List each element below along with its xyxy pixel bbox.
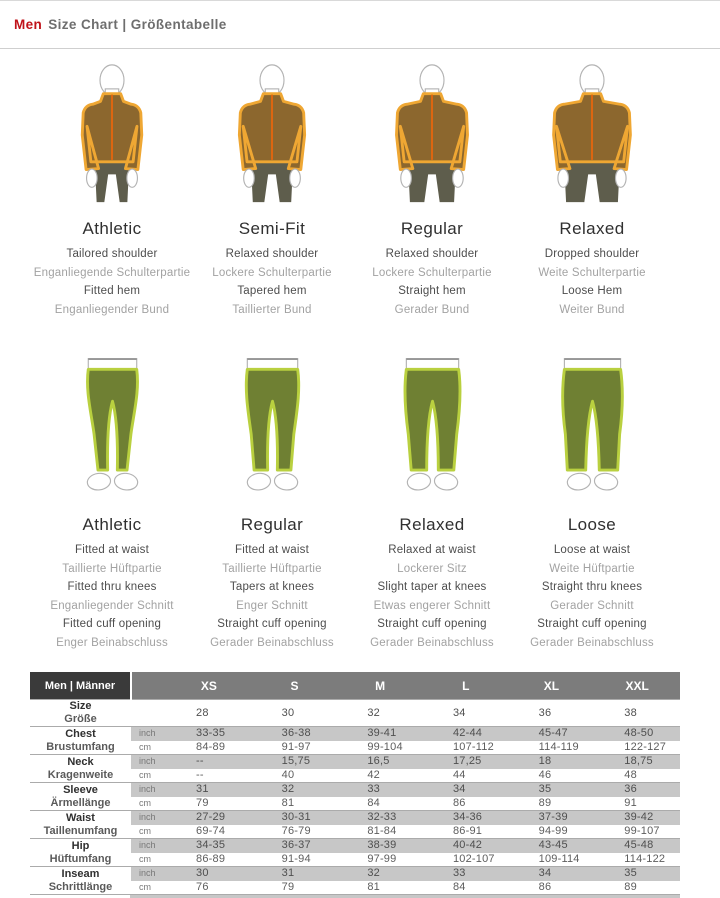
measurement-value: 89 (594, 881, 680, 895)
fit-detail: Weiter Bund (559, 303, 625, 316)
unit-label: inch (131, 783, 166, 797)
fit-card (512, 347, 672, 652)
table-row (30, 727, 680, 741)
fit-detail: Slight taper at knees (377, 581, 487, 593)
size-value: 30 (281, 707, 295, 719)
fit-name: Loose (567, 515, 617, 534)
measurement-value: 114-119 (509, 741, 595, 755)
unit-label: inch (131, 755, 166, 769)
fit-detail: Dropped shoulder (544, 248, 640, 260)
fit-card (32, 347, 192, 652)
fit-detail: Enger Schnitt (236, 599, 308, 612)
measurement-value: 48 (594, 769, 680, 783)
measurement-value: 94-99 (509, 825, 595, 839)
measurement-value: 42 (337, 769, 423, 783)
fit-detail: Gerader Beinabschluss (370, 636, 494, 649)
measurement-value: 86-91 (423, 825, 509, 839)
measurement-value: 81 (252, 797, 338, 811)
measurement-value: 46 (509, 769, 595, 783)
fit-detail: Gerader Schnitt (550, 599, 634, 612)
fit-detail: Gerader Bund (394, 303, 470, 316)
fit-detail: Loose Hem (561, 285, 623, 297)
measurement-value: 34 (509, 867, 595, 881)
fit-detail: Straight thru knees (541, 581, 643, 593)
fit-card (192, 62, 352, 319)
measurement-value: 109-114 (509, 853, 595, 867)
jacket-figure (512, 62, 672, 211)
measurement-value: 35 (594, 867, 680, 881)
measurement-value: 84 (423, 881, 509, 895)
row-label: Chest Brustumfang (30, 727, 131, 755)
pants-fits-row (0, 319, 720, 652)
fit-detail: Taillierte Hüftpartie (62, 562, 162, 575)
jacket-figure (192, 62, 352, 211)
measurement-value: 39-42 (594, 811, 680, 825)
size-value: 28 (196, 707, 209, 719)
measurement-value: 86 (423, 797, 509, 811)
row-label: Size Größe (30, 700, 131, 727)
fit-name: Relaxed (399, 515, 465, 534)
measurement-value: 33-35 (166, 727, 252, 741)
measurement-value: 37-39 (509, 811, 595, 825)
row-label: Inseam Schrittlänge (30, 867, 131, 895)
fit-card (352, 62, 512, 319)
measurement-value: 91 (594, 797, 680, 811)
fit-detail: Enganliegender Schnitt (50, 599, 174, 612)
measurement-value: 81 (337, 881, 423, 895)
row-label: Hip Hüftumfang (30, 839, 131, 867)
unit-label: cm (131, 853, 166, 867)
fit-detail: Taillierter Bund (232, 303, 312, 316)
fit-detail: Lockere Schulterpartie (212, 266, 332, 279)
table-row (30, 783, 680, 797)
measurement-value: 30 (166, 867, 252, 881)
unit-label: cm (131, 881, 166, 895)
row-label: Sleeve Ärmellänge (30, 783, 131, 811)
page-title: Size Chart | Größentabelle (48, 17, 227, 32)
measurement-value: 86-89 (166, 853, 252, 867)
measurement-value: 15,75 (252, 755, 338, 769)
fit-detail: Enganliegende Schulterpartie (33, 266, 191, 279)
fit-name: Regular (240, 515, 304, 534)
unit-label: cm (131, 797, 166, 811)
fit-detail: Gerader Beinabschluss (530, 636, 654, 649)
measurement-value: 79 (252, 881, 338, 895)
table-row (30, 700, 680, 727)
measurement-value: 34 (423, 783, 509, 797)
size-value: 34 (452, 707, 466, 719)
fit-name: Regular (400, 219, 464, 238)
fit-detail: Gerader Beinabschluss (210, 636, 334, 649)
measurement-value: 86 (509, 881, 595, 895)
measurement-value: -- (166, 769, 252, 783)
measurement-value: 36 (594, 783, 680, 797)
fit-card (32, 62, 192, 319)
pants-figure (352, 347, 512, 507)
row-label: Neck Kragenweite (30, 755, 131, 783)
measurement-value: -- (166, 755, 252, 769)
fit-card (192, 347, 352, 652)
fit-name: Athletic (82, 515, 142, 534)
fit-detail: Tapers at knees (229, 581, 315, 593)
measurement-value: 40-42 (423, 839, 509, 853)
size-value: 38 (624, 707, 637, 719)
measurement-value: 18,75 (594, 755, 680, 769)
measurement-value: 84-89 (166, 741, 252, 755)
measurement-value: 84 (337, 797, 423, 811)
measurement-value: 27-29 (166, 811, 252, 825)
measurement-value: 89 (509, 797, 595, 811)
jacket-figure (32, 62, 192, 211)
measurement-value: 33 (423, 867, 509, 881)
unit-label: inch (131, 839, 166, 853)
measurement-value: 91-97 (252, 741, 338, 755)
unit-label (131, 700, 166, 727)
fit-card (352, 347, 512, 652)
fit-name: Semi-Fit (238, 219, 306, 238)
measurement-value: 76-79 (252, 825, 338, 839)
fit-detail: Straight cuff opening (377, 618, 487, 630)
table-row (30, 839, 680, 853)
unit-label: cm (131, 741, 166, 755)
measurement-value: 99-107 (594, 825, 680, 839)
size-column-header: L (423, 672, 509, 700)
size-column-header: M (337, 672, 423, 700)
row-label: Waist Taillenumfang (30, 811, 131, 839)
measurement-value: 44 (423, 769, 509, 783)
fit-detail: Straight hem (398, 285, 466, 297)
measurement-value: 45-48 (594, 839, 680, 853)
measurement-value: 17,25 (423, 755, 509, 769)
fit-detail: Taillierte Hüftpartie (222, 562, 322, 575)
page-header (0, 0, 720, 49)
fit-detail: Enganliegender Bund (54, 303, 170, 316)
fit-detail: Relaxed at waist (388, 544, 476, 556)
measurement-value: 16,5 (337, 755, 423, 769)
size-table-section (0, 672, 720, 895)
measurement-value: 32-33 (337, 811, 423, 825)
measurement-value: 122-127 (594, 741, 680, 755)
measurement-value: 114-122 (594, 853, 680, 867)
measurement-value: 48-50 (594, 727, 680, 741)
unit-label: inch (131, 867, 166, 881)
fit-name: Athletic (82, 219, 142, 238)
measurement-value: 76 (166, 881, 252, 895)
measurement-value: 32 (252, 783, 338, 797)
fit-detail: Straight cuff opening (537, 618, 647, 630)
measurement-value: 69-74 (166, 825, 252, 839)
fit-detail: Fitted thru knees (67, 581, 157, 593)
fit-detail: Fitted cuff opening (62, 618, 162, 630)
measurement-value: 31 (166, 783, 252, 797)
measurement-value: 79 (166, 797, 252, 811)
measurement-value: 39-41 (337, 727, 423, 741)
size-value: 32 (367, 707, 380, 719)
measurement-value: 30-31 (252, 811, 338, 825)
measurement-value: 42-44 (423, 727, 509, 741)
fit-card (512, 62, 672, 319)
measurement-value: 34-36 (423, 811, 509, 825)
size-column-header: XS (166, 672, 252, 700)
fit-detail: Fitted hem (83, 285, 141, 297)
measurement-value: 99-104 (337, 741, 423, 755)
measurement-value: 34-35 (166, 839, 252, 853)
size-table (30, 672, 680, 895)
table-row (30, 867, 680, 881)
measurement-value: 107-112 (423, 741, 509, 755)
fit-detail: Fitted at waist (235, 544, 309, 556)
pants-figure (512, 347, 672, 507)
fit-name: Relaxed (559, 219, 625, 238)
unit-label: cm (131, 769, 166, 783)
jacket-figure (352, 62, 512, 211)
table-corner-label: Men | Männer (30, 672, 131, 700)
fit-detail: Enger Beinabschluss (56, 636, 168, 649)
measurement-value: 35 (509, 783, 595, 797)
unit-label: inch (131, 811, 166, 825)
size-value: 36 (538, 707, 552, 719)
measurement-value: 18 (509, 755, 595, 769)
measurement-value: 38-39 (337, 839, 423, 853)
fit-detail: Lockerer Sitz (397, 562, 467, 575)
unit-column-header (131, 672, 166, 700)
table-row (30, 811, 680, 825)
fit-detail: Lockere Schulterpartie (372, 266, 492, 279)
fit-detail: Weite Schulterpartie (538, 266, 646, 279)
measurement-value: 97-99 (337, 853, 423, 867)
size-column-header: XXL (594, 672, 680, 700)
measurement-value: 40 (252, 769, 338, 783)
measurement-value: 36-37 (252, 839, 338, 853)
fit-detail: Weite Hüftpartie (549, 562, 635, 575)
fit-detail: Loose at waist (553, 544, 631, 556)
unit-label: cm (131, 825, 166, 839)
measurement-value: 102-107 (423, 853, 509, 867)
measurement-value: 81-84 (337, 825, 423, 839)
measurement-value: 31 (252, 867, 338, 881)
pants-figure (32, 347, 192, 507)
fit-detail: Tapered hem (237, 285, 307, 297)
fit-detail: Tailored shoulder (66, 248, 158, 260)
unit-label: inch (131, 727, 166, 741)
measurement-value: 33 (337, 783, 423, 797)
size-column-header: S (252, 672, 338, 700)
fit-detail: Relaxed shoulder (225, 248, 319, 260)
size-column-header: XL (509, 672, 595, 700)
pants-figure (192, 347, 352, 507)
measurement-value: 91-94 (252, 853, 338, 867)
fit-detail: Straight cuff opening (217, 618, 327, 630)
fit-detail: Relaxed shoulder (385, 248, 479, 260)
brand-label: Men (14, 17, 43, 32)
measurement-value: 43-45 (509, 839, 595, 853)
fit-detail: Fitted at waist (75, 544, 149, 556)
fit-detail: Etwas engerer Schnitt (373, 599, 491, 612)
measurement-value: 32 (337, 867, 423, 881)
measurement-value: 36-38 (252, 727, 338, 741)
measurement-value: 45-47 (509, 727, 595, 741)
table-row (30, 755, 680, 769)
jacket-fits-row (0, 49, 720, 319)
